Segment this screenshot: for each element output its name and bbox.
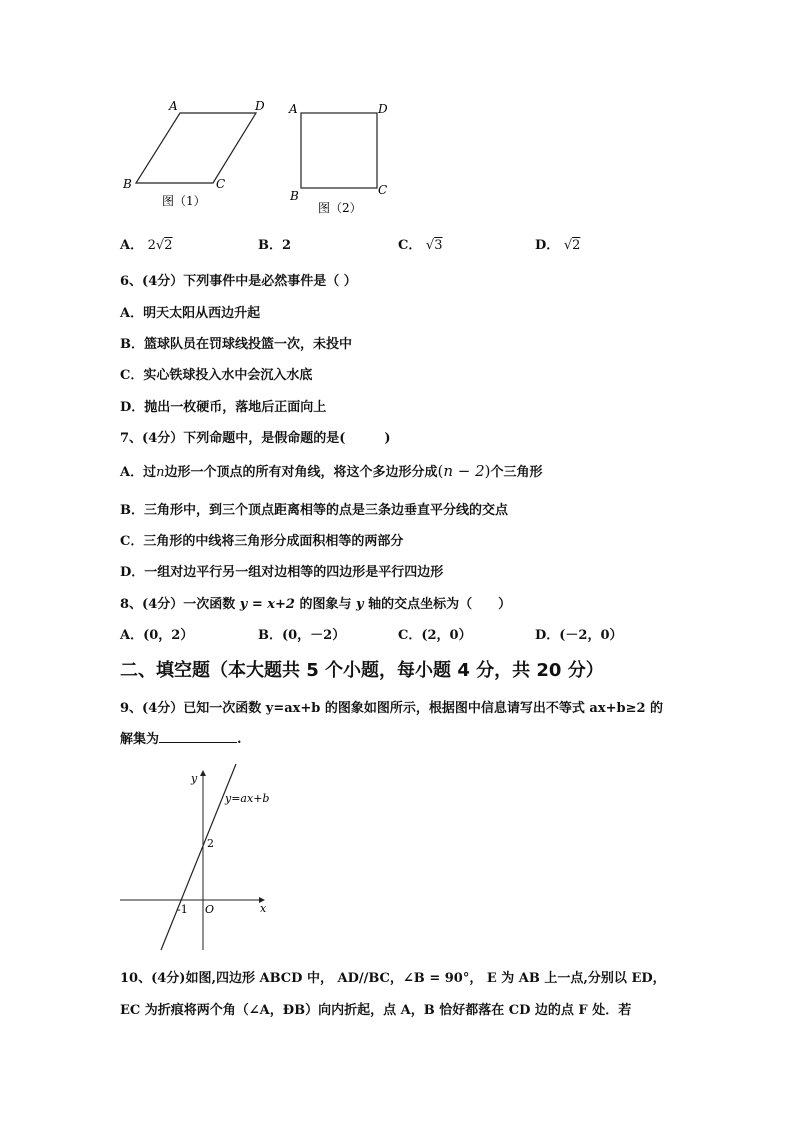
q5-option-a-coef: 2: [147, 238, 156, 253]
q5-option-d: [535, 234, 580, 253]
q5-option-d-radicand: 2: [572, 238, 581, 253]
q5-option-a-label: A．: [120, 238, 144, 253]
q10-line1: 10、(4分)如图,四边形 ABCD 中， AD//BC，∠B = 90°， E 为 AB 上一点,分别以 ED，: [120, 971, 666, 986]
q8-stem: [120, 593, 511, 612]
square-shape: [301, 113, 377, 188]
q7-option-a: [120, 461, 543, 480]
q5-option-d-label: D．: [535, 238, 560, 253]
q5-option-a: [120, 234, 172, 253]
q7-a-pre: A．过: [120, 465, 157, 480]
q5-option-b: B．2: [258, 238, 292, 253]
q10-line2: EC 为折痕将两个角（∠A，ÐB）向内折起，点 A，B 恰好都落在 CD 边的点 F 处．若: [120, 1003, 632, 1018]
q9-stem: 9、(4分）已知一次函数 y=ax+b 的图象如图所示，根据图中信息请写出不等式 ax+b≥2 的: [120, 701, 664, 716]
y-axis-arrow-icon: [200, 770, 206, 776]
fig2-caption: 图（2）: [318, 201, 362, 215]
q8-stem-post: 轴的交点坐标为（ ）: [368, 597, 512, 612]
fig1-label-a: A: [169, 99, 178, 113]
q8-option-a: A．(0，2）: [120, 628, 194, 643]
fig1-label-b: B: [123, 177, 132, 191]
q7-a-post: 个三角形: [490, 465, 543, 480]
q9-answer-prefix: 解集为: [120, 732, 160, 747]
section-title: 二、填空题（本大题共 5 个小题，每小题 4 分，共 20 分）: [120, 660, 604, 681]
fig2-label-c: C: [378, 183, 388, 197]
q9-answer-blank[interactable]: [159, 730, 237, 743]
q8-option-b: B．(0，－2）: [258, 628, 346, 643]
q8-option-c: C．(2，0）: [398, 628, 472, 643]
q7-a-n: n: [156, 465, 165, 480]
q8-stem-mid: 的图象与: [299, 597, 352, 612]
q7-a-expr: (n − 2): [437, 462, 491, 480]
q7-a-mid: 边形一个顶点的所有对角线，将这个多边形分成: [164, 465, 438, 480]
fig2-label-d: D: [378, 102, 388, 116]
q8-stem-pre: 8、(4分）一次函数: [120, 597, 236, 612]
geometry-figures: [115, 95, 415, 220]
y-axis-label: y: [191, 772, 198, 785]
q8-option-d: D．(－2，0）: [535, 628, 623, 643]
sqrt-icon: √: [425, 238, 435, 253]
q5-option-c-label: C．: [398, 238, 422, 253]
fig1-label-d: D: [255, 99, 265, 113]
x-axis-label: x: [260, 902, 267, 915]
q6-stem: 6、(4分）下列事件中是必然事件是（ ）: [120, 274, 357, 289]
q9-answer-end: .: [237, 732, 242, 747]
q5-option-a-radicand: 2: [164, 238, 173, 253]
fig1-label-c: C: [216, 177, 226, 191]
q7-option-b: B．三角形中，到三个顶点距离相等的点是三条边垂直平分线的交点: [120, 503, 508, 518]
origin-label: O: [205, 903, 215, 916]
fig2-label-b: B: [290, 189, 299, 203]
q5-option-c: [398, 234, 442, 253]
function-label: y=ax+b: [225, 792, 270, 805]
fig1-caption: 图（1）: [162, 194, 206, 208]
q9-linear-graph: [115, 760, 275, 955]
q7-option-c: C．三角形的中线将三角形分成面积相等的两部分: [120, 534, 404, 549]
q9-answer-line: [120, 728, 242, 747]
q8-stem-y: y: [356, 597, 364, 612]
q7-stem: 7、(4分）下列命题中，是假命题的是( ): [120, 431, 391, 446]
x-intercept-label: -1: [177, 903, 188, 916]
q6-option-a: A．明天太阳从西边升起: [120, 306, 261, 321]
q7-a-expr-inner: n − 2: [443, 462, 485, 480]
q5-option-c-radicand: 3: [434, 238, 443, 253]
q8-stem-fn: y = x+2: [239, 597, 295, 612]
sqrt-icon: √: [563, 238, 573, 253]
q6-option-d: D．抛出一枚硬币，落地后正面向上: [120, 400, 327, 415]
sqrt-icon: √: [155, 238, 165, 253]
q6-option-b: B．篮球队员在罚球线投篮一次，未投中: [120, 337, 352, 352]
parallelogram-shape: [136, 113, 256, 183]
fig2-label-a: A: [289, 102, 298, 116]
q7-option-d: D．一组对边平行另一组对边相等的四边形是平行四边形: [120, 565, 444, 580]
q6-option-c: C．实心铁球投入水中会沉入水底: [120, 368, 313, 383]
y-intercept-label: 2: [207, 837, 214, 850]
